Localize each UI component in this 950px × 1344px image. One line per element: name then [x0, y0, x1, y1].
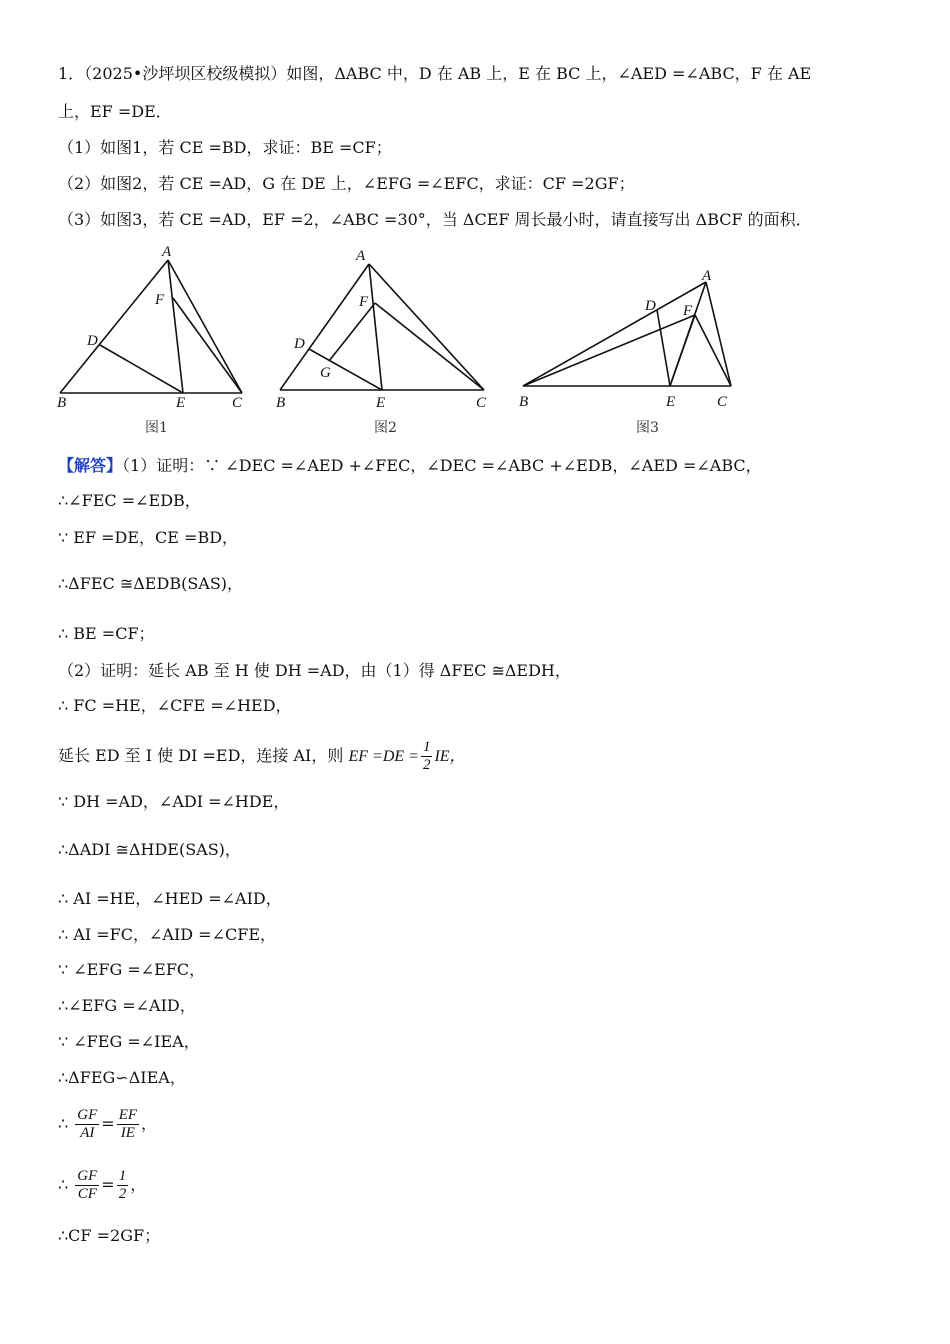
solution-tag: 【解答】 [58, 456, 123, 475]
fig2-label-B: B [276, 395, 286, 411]
therefore-symbol: ∴ [58, 1175, 69, 1194]
fraction-numerator: GF [77, 1168, 98, 1184]
fig3-caption: 图3 [636, 420, 659, 436]
fraction-numerator: 1 [118, 1168, 127, 1184]
fig3-label-F: F [683, 303, 693, 319]
equals-sign: = [101, 1114, 115, 1133]
fraction-denominator: 2 [422, 757, 431, 773]
solution-line-14: ∴∠EFG =∠AID， [58, 996, 196, 1015]
fraction-one-half [421, 739, 433, 774]
fraction-numerator: GF [77, 1107, 98, 1123]
figure-2 [272, 240, 497, 440]
fig1-label-E: E [176, 395, 186, 411]
problem-line-2: 上，EF =DE． [58, 102, 172, 121]
fraction-gf-ai [75, 1107, 99, 1142]
solution-line-5: ∴ BE =CF； [58, 624, 155, 643]
solution-line-13: ∵ ∠EFG =∠EFC， [58, 960, 206, 979]
figure-3 [513, 240, 748, 440]
fig1-label-D: D [87, 333, 98, 349]
solution-text-8-pre: 延长 ED 至 I 使 DI =ED，连接 AI，则 [58, 746, 344, 765]
solution-line-1 [58, 455, 762, 477]
fig2-label-C: C [476, 395, 487, 411]
fraction-gf-cf [75, 1168, 99, 1203]
fraction-denominator: CF [77, 1186, 97, 1202]
solution-line-19: ∴CF =2GF； [58, 1226, 161, 1245]
comma: ， [141, 1114, 158, 1133]
solution-text-8-expr-right: IE， [434, 748, 466, 765]
solution-line-11: ∴ AI =HE，∠HED =∠AID， [58, 889, 282, 908]
solution-text-8-expr-left: EF =DE = [348, 748, 419, 765]
fig1-label-C: C [232, 395, 243, 411]
problem-line-1: 1．（2025•沙坪坝区校级模拟）如图，ΔABC 中，D 在 AB 上，E 在 BC 上，∠AED =∠ABC，F 在 AE [58, 64, 812, 83]
solution-line-16: ∴ΔFEG∽ΔIEA， [58, 1068, 186, 1087]
solution-line-2: ∴∠FEC =∠EDB， [58, 491, 201, 510]
solution-line-18 [58, 1165, 146, 1205]
fig3-label-E: E [666, 394, 676, 410]
fraction-denominator: 2 [118, 1186, 127, 1202]
solution-line-10: ∴ΔADI ≅ΔHDE(SAS)， [58, 840, 241, 859]
problem-part-3: （3）如图3，若 CE =AD，EF =2，∠ABC =30°，当 ΔCEF 周长最小时，请直接写出 ΔBCF 的面积． [58, 210, 812, 229]
solution-line-6: （2）证明：延长 AB 至 H 使 DH =AD，由（1）得 ΔFEC ≅ΔEDH， [58, 661, 571, 680]
solution-line-9: ∵ DH =AD，∠ADI =∠HDE， [58, 792, 290, 811]
fig2-label-A: A [356, 248, 366, 264]
fraction-one-half [117, 1168, 129, 1203]
fraction-denominator: AI [80, 1125, 95, 1141]
figure-1 [50, 240, 260, 440]
fig3-label-B: B [519, 394, 529, 410]
fig1-label-B: B [57, 395, 67, 411]
solution-line-7: ∴ FC =HE，∠CFE =∠HED， [58, 696, 292, 715]
fig1-label-A: A [162, 244, 172, 260]
fraction-numerator: EF [118, 1107, 138, 1123]
fig3-label-D: D [645, 298, 656, 314]
solution-line-8 [58, 736, 466, 777]
fig3-label-A: A [702, 268, 712, 284]
therefore-symbol: ∴ [58, 1114, 69, 1133]
fig2-label-G: G [320, 365, 331, 381]
problem-part-2: （2）如图2，若 CE =AD，G 在 DE 上，∠EFG =∠EFC，求证：CF =2GF； [58, 174, 635, 193]
problem-part-1: （1）如图1，若 CE =BD，求证：BE =CF； [58, 138, 392, 157]
fig2-label-E: E [376, 395, 386, 411]
fig2-caption: 图2 [374, 420, 397, 436]
fraction-numerator: 1 [422, 739, 431, 755]
fraction-ef-ie [117, 1107, 139, 1142]
solution-line-3: ∵ EF =DE，CE =BD， [58, 528, 239, 547]
fig2-label-D: D [294, 336, 305, 352]
fraction-denominator: IE [120, 1125, 135, 1141]
solution-line-4: ∴ΔFEC ≅ΔEDB(SAS)， [58, 574, 244, 593]
fig2-label-F: F [359, 294, 369, 310]
solution-line-12: ∴ AI =FC，∠AID =∠CFE， [58, 925, 277, 944]
fig3-label-C: C [717, 394, 728, 410]
comma: ， [130, 1175, 147, 1194]
fig1-label-F: F [155, 292, 165, 308]
solution-line-17 [58, 1104, 157, 1144]
solution-line-15: ∵ ∠FEG =∠IEA， [58, 1032, 200, 1051]
equals-sign: = [101, 1175, 115, 1194]
fig1-caption: 图1 [145, 420, 168, 436]
solution-text-1: （1）证明：∵ ∠DEC =∠AED +∠FEC，∠DEC =∠ABC +∠EDB，∠AED =∠ABC， [122, 456, 762, 475]
